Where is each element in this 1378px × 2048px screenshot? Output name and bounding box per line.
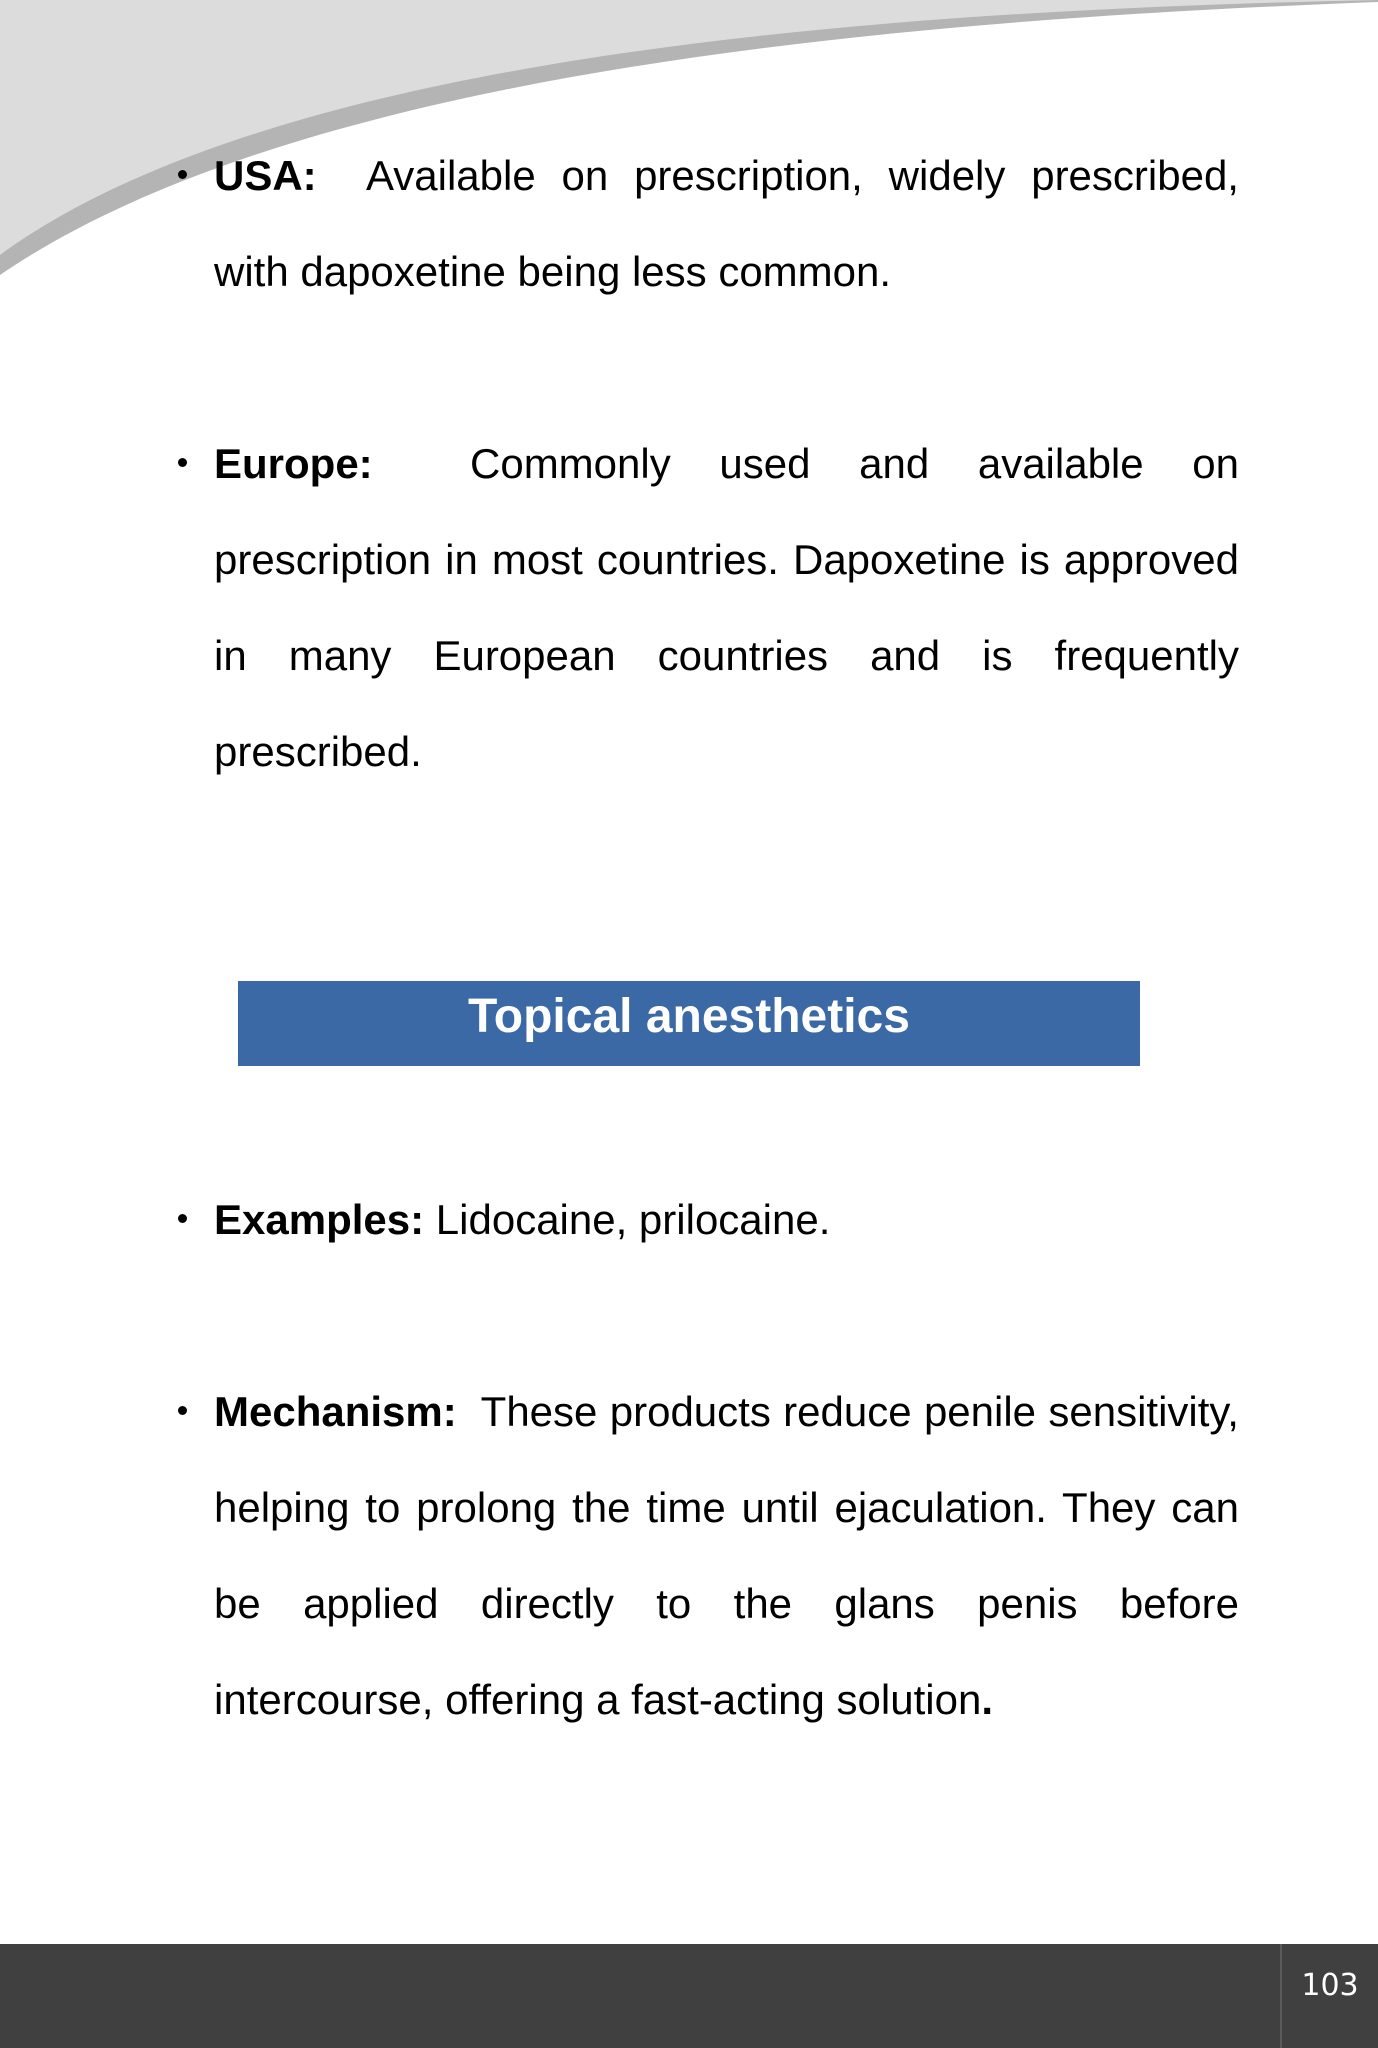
europe-label: Europe:	[214, 440, 373, 487]
mechanism-label: Mechanism:	[214, 1388, 457, 1435]
footer-bar	[0, 1944, 1378, 2048]
page-number-box	[1280, 1944, 1378, 2048]
bullet-dot	[178, 1406, 187, 1415]
mechanism-trailing-period: .	[981, 1676, 993, 1723]
list-item-europe	[214, 416, 1239, 800]
bullet-dot	[178, 1214, 187, 1223]
bullet-dot	[178, 458, 187, 467]
bullet-dot	[178, 170, 187, 179]
list-item-examples	[214, 1172, 1239, 1268]
usa-label: USA:	[214, 152, 317, 199]
list-item-usa	[214, 128, 1239, 320]
page-number: 103	[1301, 1968, 1359, 2003]
usa-text: Available on prescription, widely prescribed, with dapoxetine being less common.	[214, 152, 1239, 295]
examples-label: Examples:	[214, 1196, 425, 1243]
list-item-mechanism	[214, 1364, 1239, 1748]
europe-text: Commonly used and available on prescription in most countries. Dapoxetine is approved in many European countries and is frequently prescribed.	[214, 440, 1239, 775]
mechanism-text: These products reduce penile sensitivity, helping to prolong the time until ejaculation. They can be applied directly to the glans penis before intercourse, offering a fast-acting solution	[214, 1388, 1239, 1723]
section-heading-bar	[238, 981, 1140, 1066]
examples-text: Lidocaine, prilocaine.	[435, 1196, 831, 1243]
section-heading: Topical anesthetics	[468, 990, 910, 1043]
